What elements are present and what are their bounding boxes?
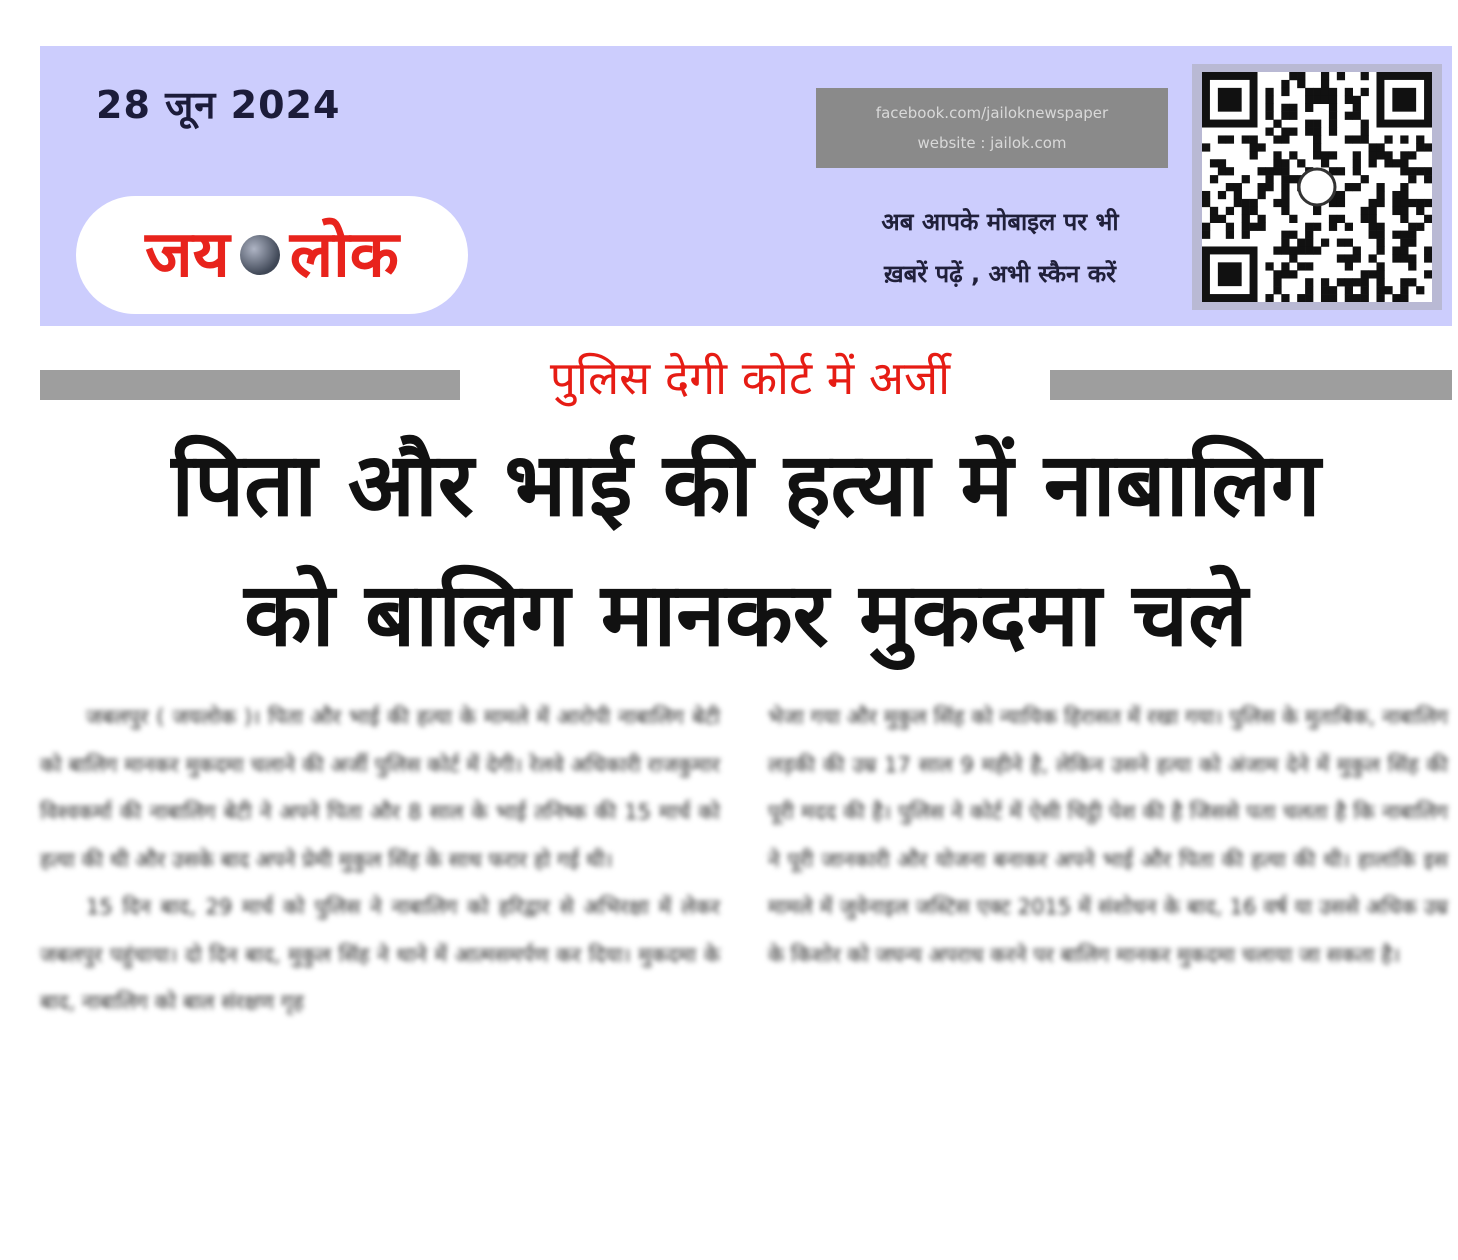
- mobile-promo: [840, 196, 1160, 300]
- article-column-right: [768, 694, 1448, 979]
- logo-word-jai: जय: [145, 218, 230, 292]
- qr-code-icon[interactable]: [1202, 72, 1432, 302]
- headline-line-2: को बालिग मानकर मुकदमा चले: [244, 563, 1248, 666]
- promo-line-1: अब आपके मोबाइल पर भी: [881, 208, 1119, 236]
- article-paragraph: जबलपुर ( जयलोक )। पिता और भाई की हत्या के मामले में आरोपी नाबालिग बेटी को बालिग मानकर मुकदमा चलाने की अर्जी पुलिस कोर्ट में देगी। रेलवे अधिकारी राजकुमार विश्वकर्मा की नाबालिग बेटी ने अपने पिता और 8 साल के भाई तनिष्क की 15 मार्च को हत्या की थी और उसके बाद अपने प्रेमी मुकुल सिंह के साथ फरार हो गई थी।: [40, 705, 720, 872]
- article-paragraph: भेजा गया और मुकुल सिंह को न्यायिक हिरासत में रखा गया। पुलिस के मुताबिक, नाबालिग लड़की की उम्र 17 साल 9 महीने है, लेकिन उसने हत्या को अंजाम देने में मुकुल सिंह की पूरी मदद की है। पुलिस ने कोर्ट में ऐसी चिट्ठी पेश की है जिससे पता चलता है कि नाबालिग ने पूरी जानकारी और योजना बनाकर अपने भाई और पिता की हत्या की थी। हालांकि इस मामले में जुवेनाइल जस्टिस एक्ट 2015 में संशोधन के बाद, 16 वर्ष या उससे अधिक उम्र के किशोर को जघन्य अपराध करने पर बालिग मानकर मुकदमा चलाया जा सकता है।: [768, 705, 1448, 967]
- issue-date: 28 जून 2024: [96, 83, 341, 127]
- kicker-bar-right: [1050, 370, 1452, 400]
- website-link[interactable]: website : jailok.com: [917, 134, 1067, 152]
- masthead-logo: [76, 196, 468, 314]
- headline: [40, 420, 1452, 680]
- globe-icon: [240, 235, 280, 275]
- kicker-text: पुलिस देगी कोर्ट में अर्जी: [549, 351, 951, 405]
- facebook-link[interactable]: facebook.com/jailoknewspaper: [875, 104, 1109, 122]
- article-column-left: [40, 694, 720, 1027]
- kicker-bar-left: [40, 370, 460, 400]
- social-links-box: [816, 88, 1168, 168]
- article-paragraph: 15 दिन बाद, 29 मार्च को पुलिस ने नाबालिग को हरिद्वार से अभिरक्षा में लेकर जबलपुर पहुंचाया। दो दिन बाद, मुकुल सिंह ने थाने में आत्मसमर्पण कर दिया। मुकदमा के बाद, नाबालिग को बाल संरक्षण गृह: [40, 895, 720, 1014]
- promo-line-2: ख़बरें पढ़ें , अभी स्कैन करें: [884, 260, 1116, 288]
- headline-line-1: पिता और भाई की हत्या में नाबालिग: [171, 433, 1321, 536]
- logo-word-lok: लोक: [289, 218, 399, 292]
